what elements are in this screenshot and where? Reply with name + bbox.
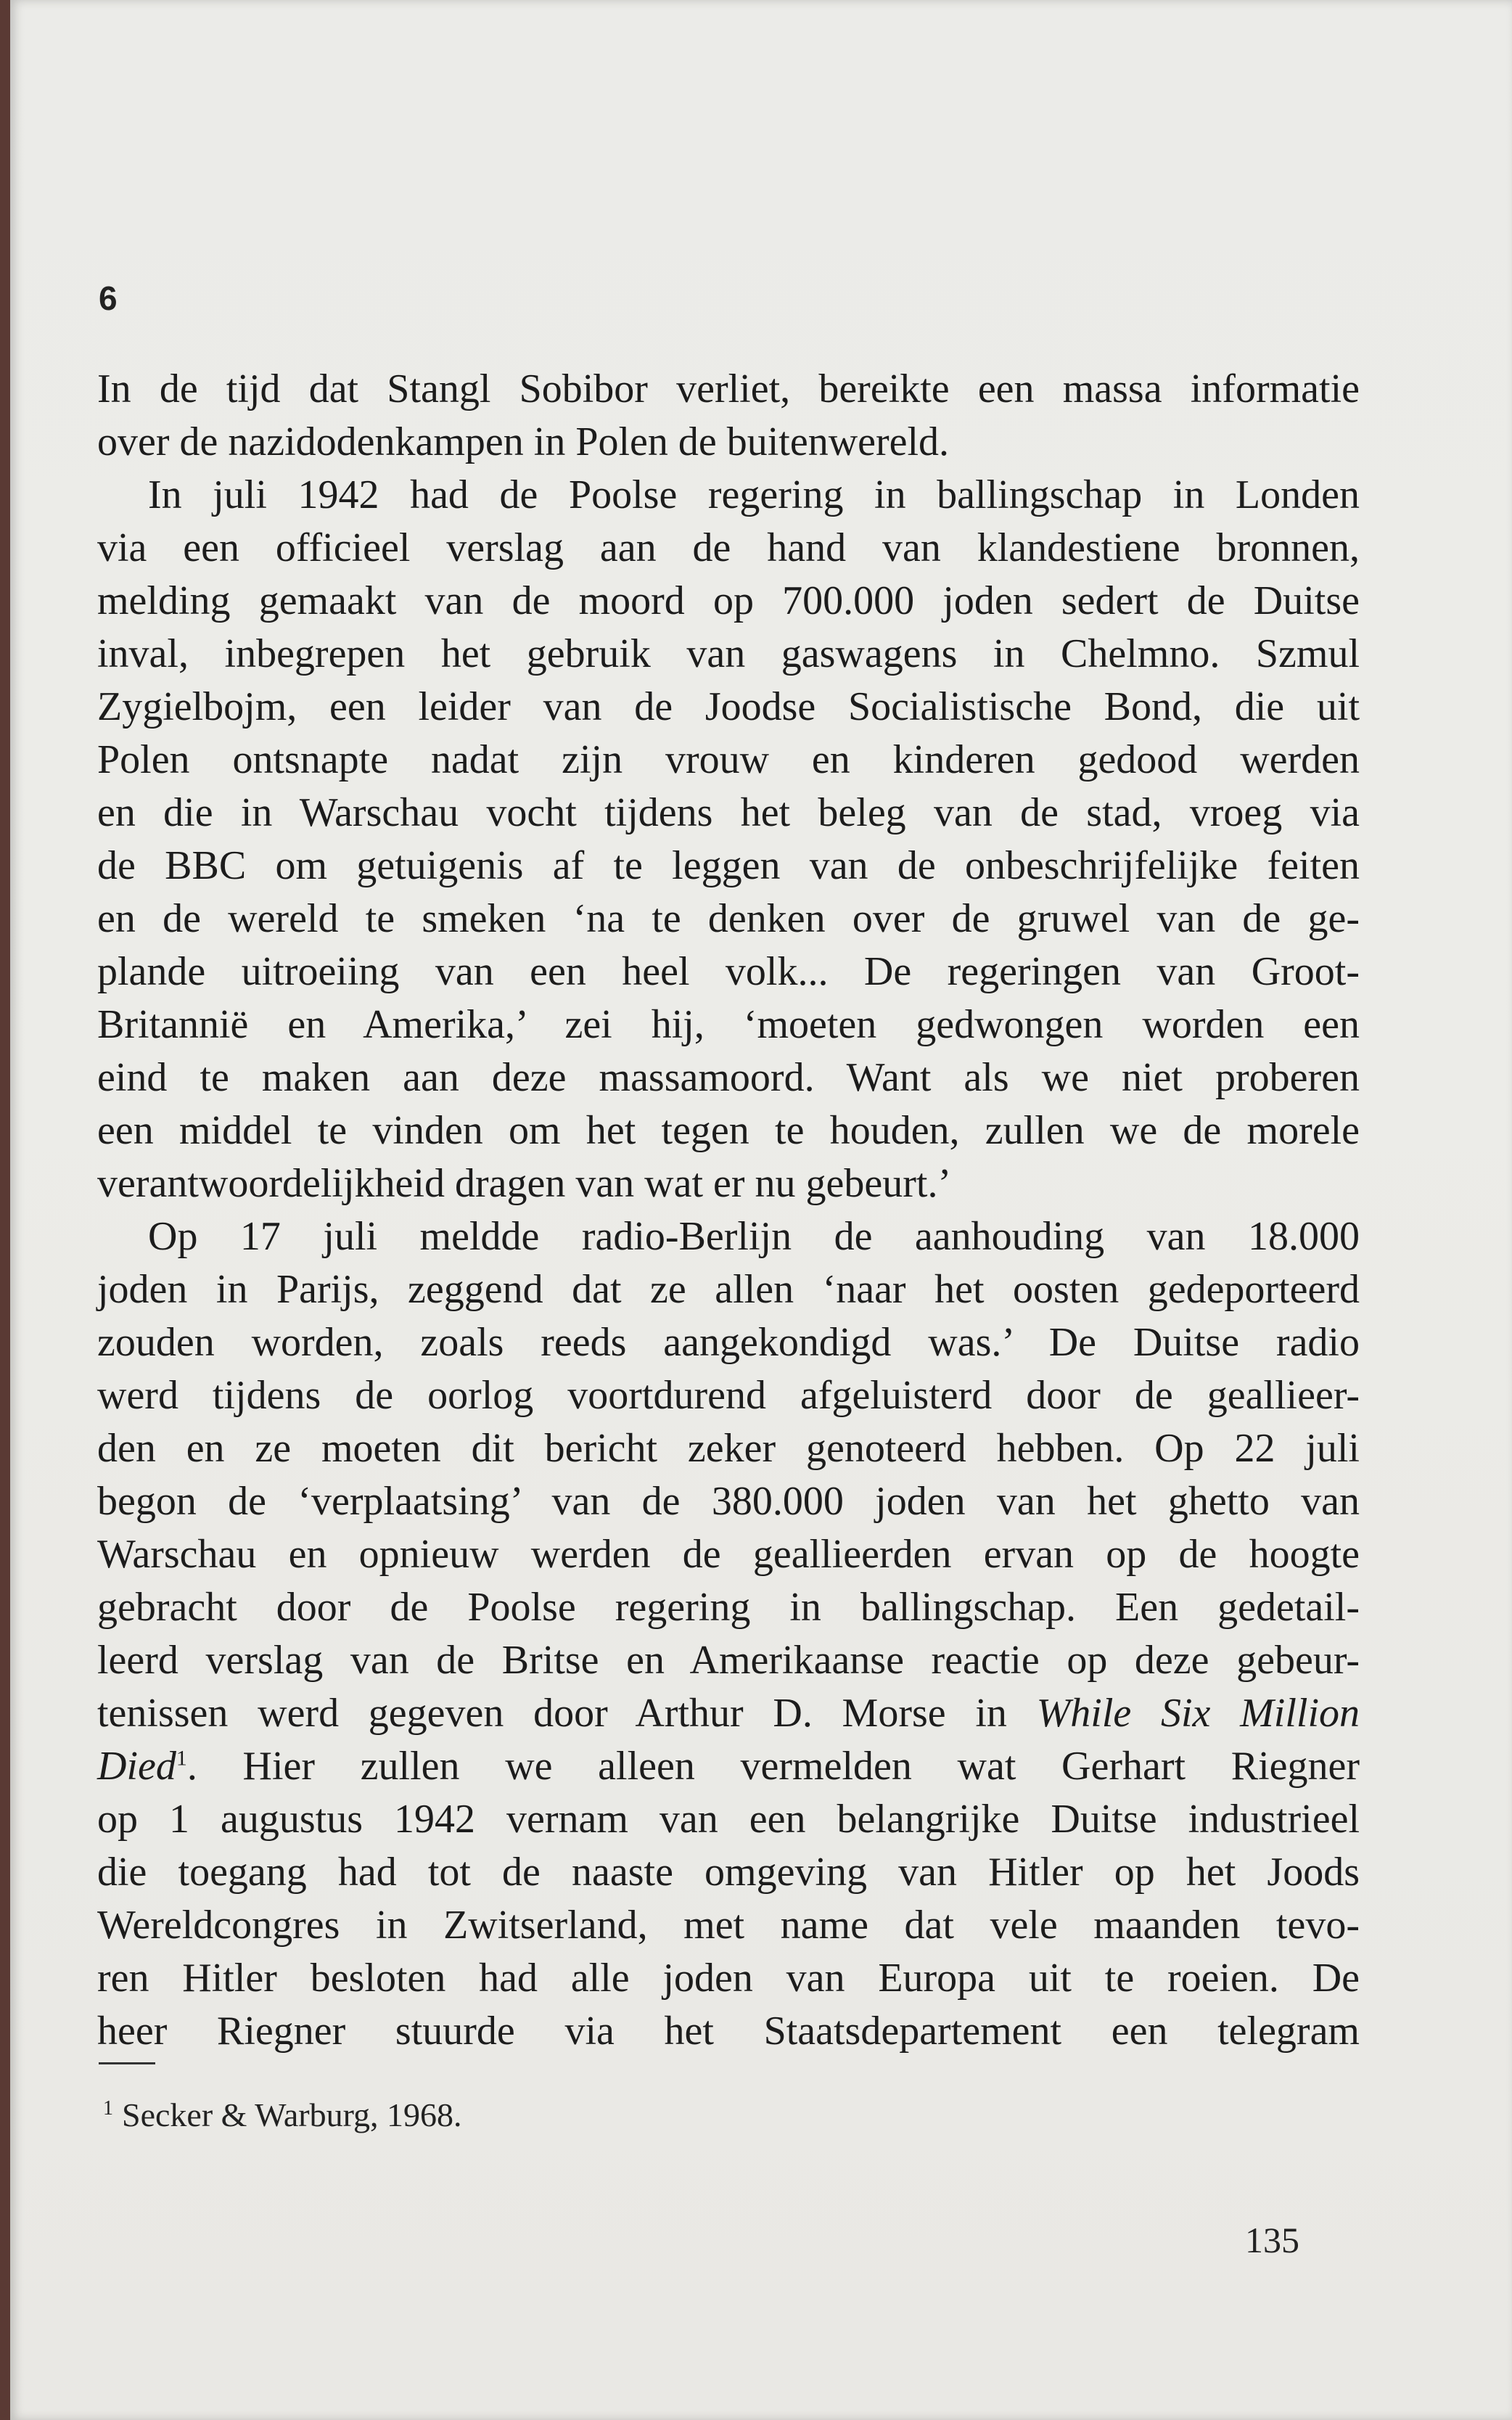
text-line: de BBC om getuigenis af te leggen van de onbeschrijfelijke feiten [97,843,1360,888]
text-line: en de wereld te smeken ‘na te denken over de gruwel van de ge- [97,896,1360,941]
text-line [97,1687,1360,1740]
book-title: While Six Million [1036,1691,1360,1736]
chapter-number: 6 [99,279,118,317]
text-line: Warschau en opnieuw werden de geallieerden ervan op de hoogte [97,1532,1360,1577]
text-segment: . Hier zullen we alleen vermelden wat Gerhart Riegner [186,1744,1360,1789]
footnote-text: Secker & Warburg, 1968. [122,2096,462,2133]
footnote-reference: 1 [176,1746,187,1771]
text-line: Wereldcongres in Zwitserland, met name dat vele maanden tevo- [97,1903,1360,1948]
text-line: verantwoordelijkheid dragen van wat er nu gebeurt.’ [97,1161,952,1206]
text-line: Zygielbojm, een leider van de Joodse Socialistische Bond, die uit [97,684,1360,729]
text-line: plande uitroeiing van een heel volk... De regeringen van Groot- [97,949,1360,994]
text-line: melding gemaakt van de moord op 700.000 joden sedert de Duitse [97,578,1360,623]
text-line: den en ze moeten dit bericht zeker genoteerd hebben. Op 22 juli [97,1426,1360,1471]
text-line: zouden worden, zoals reeds aangekondigd was.’ De Duitse radio [97,1320,1360,1365]
text-line: heer Riegner stuurde via het Staatsdepartement een telegram [97,2009,1360,2054]
paragraph-2 [97,469,1360,1210]
text-line: op 1 augustus 1942 vernam van een belangrijke Duitse industrieel [97,1797,1360,1842]
text-line: een middel te vinden om het tegen te houden, zullen we de morele [97,1108,1360,1153]
text-line: over de nazidodenkampen in Polen de buitenwereld. [97,419,950,464]
book-title-continued: Died [97,1744,176,1789]
text-line: inval, inbegrepen het gebruik van gaswagens in Chelmno. Szmul [97,631,1360,676]
text-line: eind te maken aan deze massamoord. Want als we niet proberen [97,1055,1360,1100]
text-line: en die in Warschau vocht tijdens het beleg van de stad, vroeg via [97,790,1360,835]
text-line: In juli 1942 had de Poolse regering in ballingschap in Londen [148,472,1360,517]
text-line: begon de ‘verplaatsing’ van de 380.000 joden van het ghetto van [97,1479,1360,1524]
text-line: via een officieel verslag aan de hand van klandestiene bronnen, [97,525,1360,570]
footnote [103,2096,462,2134]
text-line: In de tijd dat Stangl Sobibor verliet, bereikte een massa informatie [97,366,1360,411]
text-line: die toegang had tot de naaste omgeving van Hitler op het Joods [97,1850,1360,1895]
text-line: gebracht door de Poolse regering in ballingschap. Een gedetail- [97,1585,1360,1630]
paragraph-3 [97,1210,1360,2058]
text-line: leerd verslag van de Britse en Amerikaanse reactie op deze gebeur- [97,1638,1360,1683]
body-text [97,363,1360,2058]
text-line: Op 17 juli meldde radio-Berlijn de aanhouding van 18.000 [148,1214,1360,1259]
page-number: 135 [1245,2220,1299,2260]
footnote-number: 1 [103,2096,113,2120]
footnote-divider [99,2062,155,2064]
text-line: ren Hitler besloten had alle joden van Europa uit te roeien. De [97,1956,1360,2001]
text-line: werd tijdens de oorlog voortdurend afgeluisterd door de geallieer- [97,1373,1360,1418]
text-line: Polen ontsnapte nadat zijn vrouw en kinderen gedood werden [97,737,1360,782]
book-page [10,0,1512,2420]
paragraph-1 [97,363,1360,469]
text-line: joden in Parijs, zeggend dat ze allen ‘naar het oosten gedeporteerd [97,1267,1360,1312]
text-line [97,1740,1360,1793]
text-line: Britannië en Amerika,’ zei hij, ‘moeten gedwongen worden een [97,1002,1360,1047]
text-segment: tenissen werd gegeven door Arthur D. Morse in [97,1691,1037,1736]
